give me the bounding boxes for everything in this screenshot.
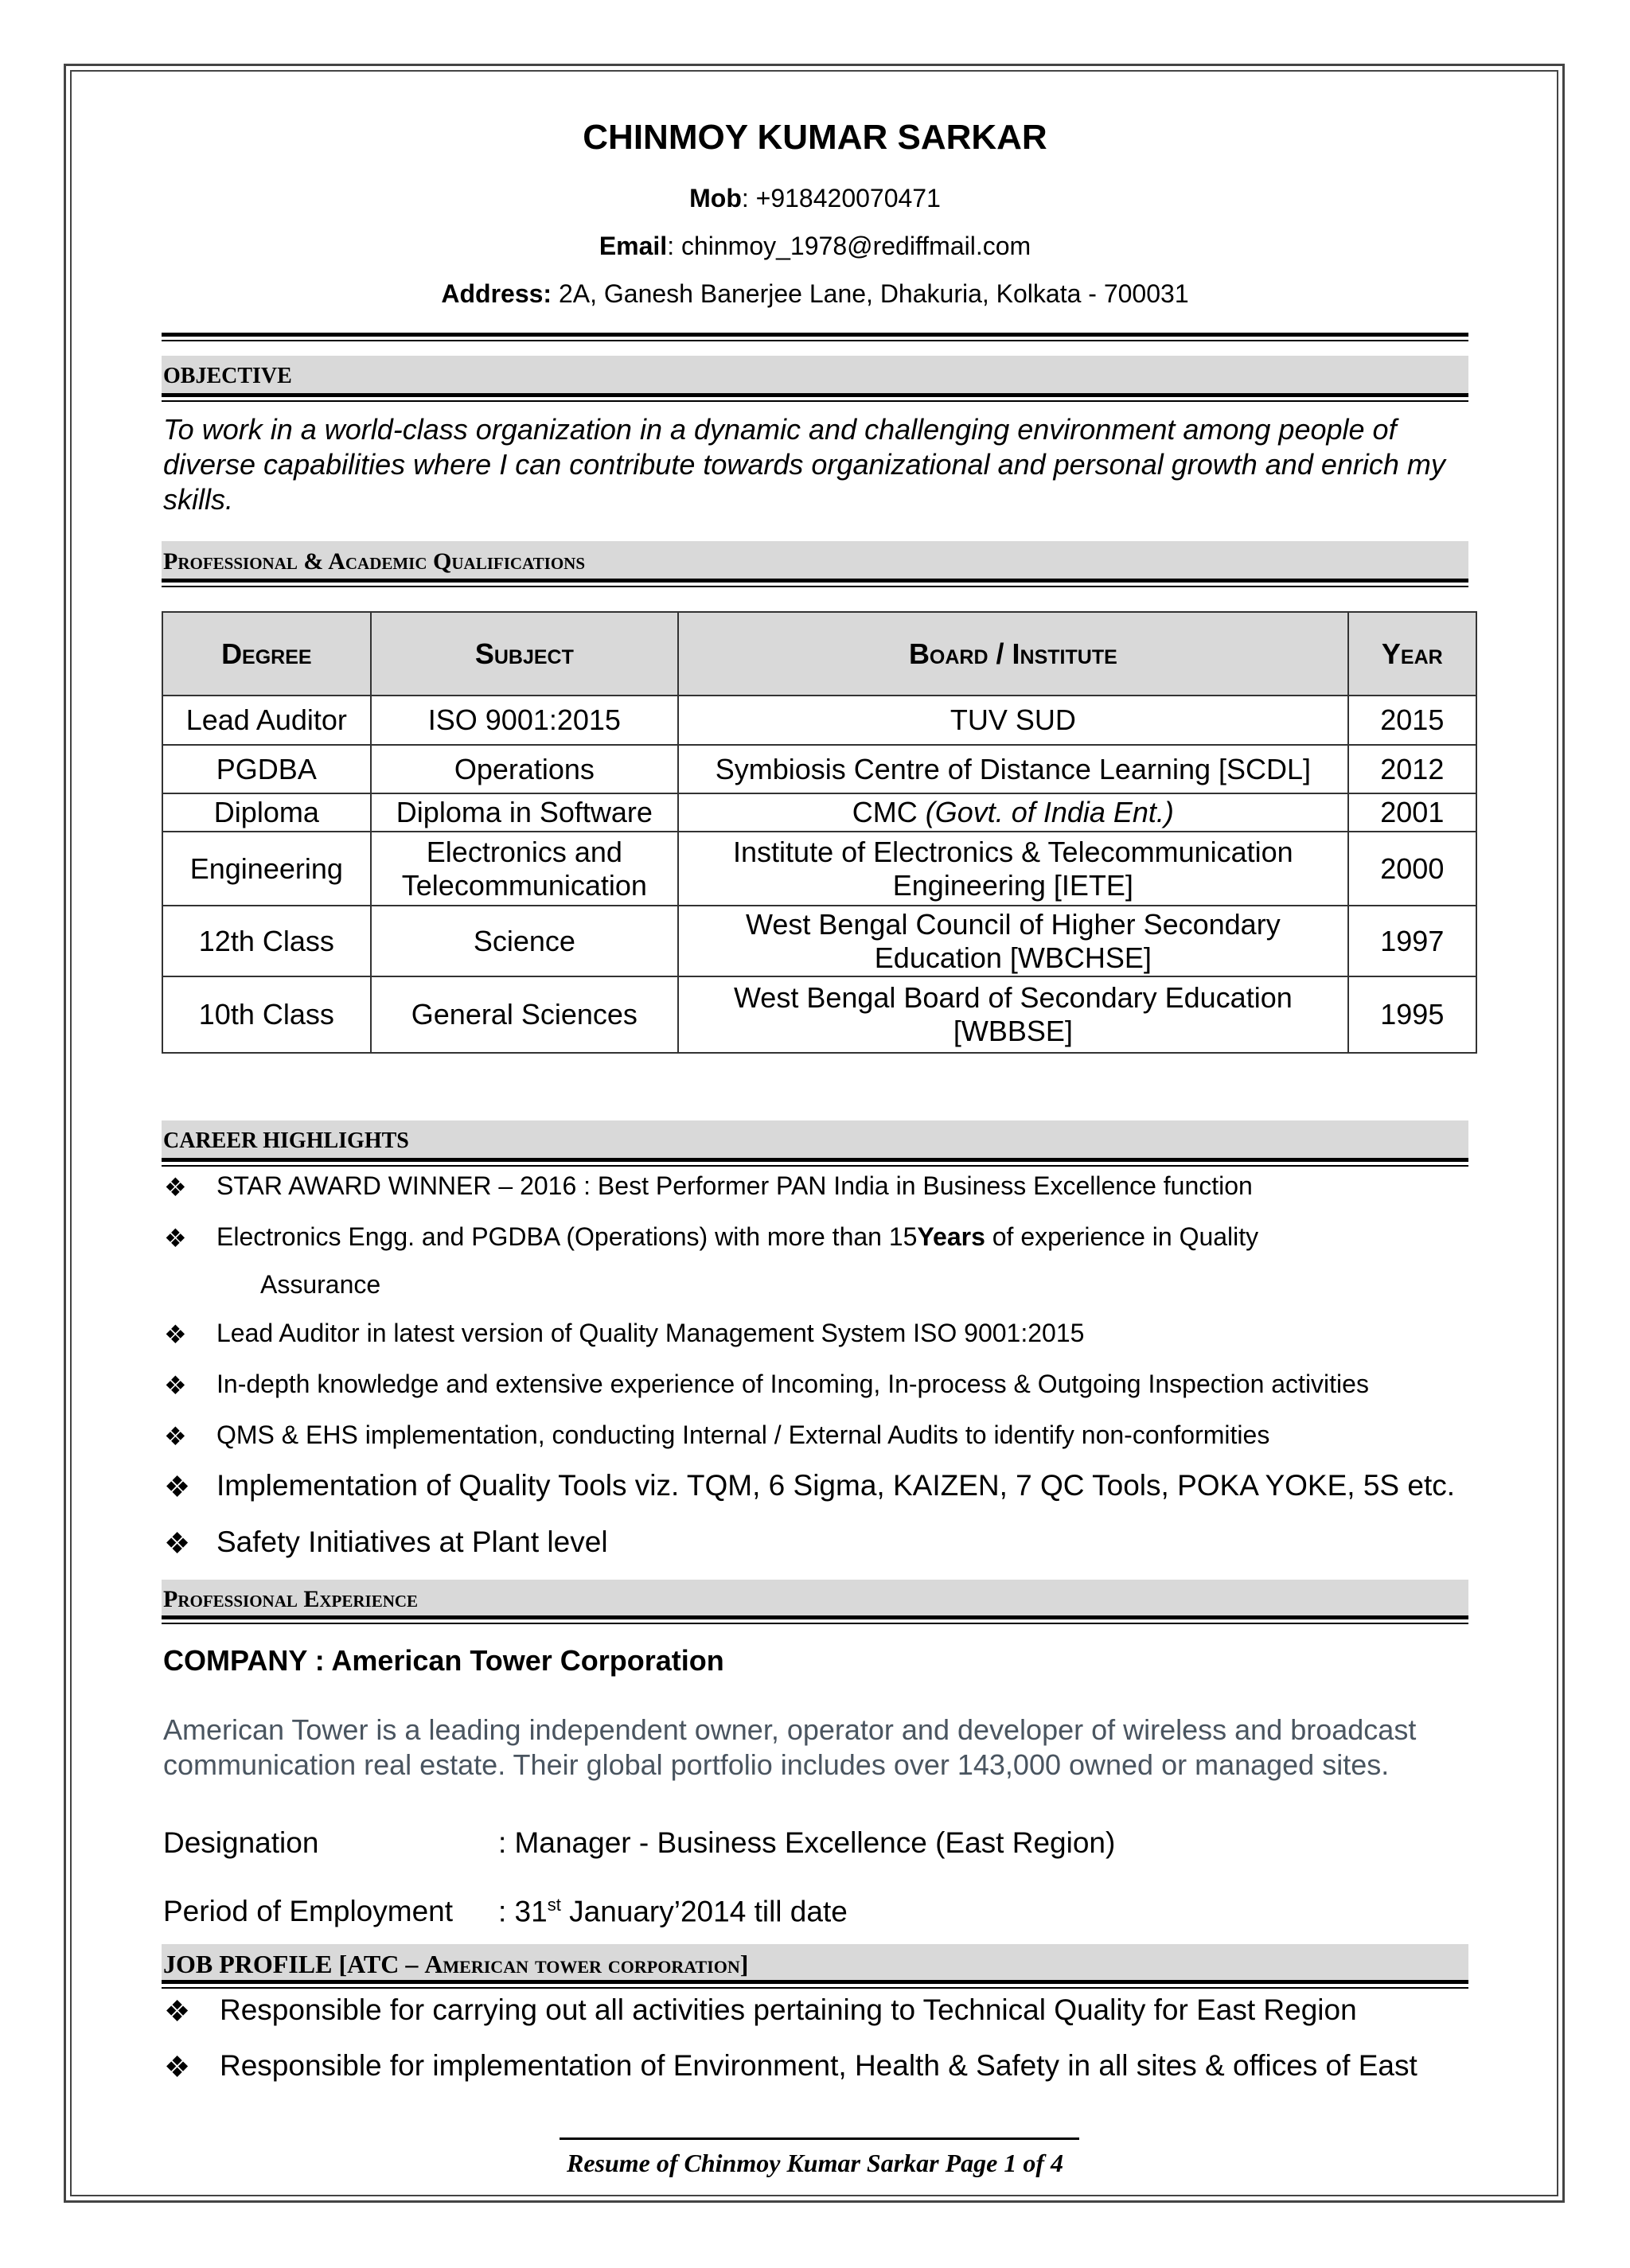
header-divider <box>162 333 1468 341</box>
table-header-row <box>162 612 1476 696</box>
table-row <box>162 793 1476 832</box>
email-line <box>0 232 1630 261</box>
designation-label: Designation <box>163 1826 319 1859</box>
career-heading: CAREER HIGHLIGHTS <box>162 1120 1468 1159</box>
col-year: Year <box>1348 612 1476 696</box>
table-row <box>162 832 1476 906</box>
bullet-icon: ❖ <box>164 1371 187 1400</box>
experience-divider <box>162 1615 1468 1624</box>
cell-subject: ISO 9001:2015 <box>371 696 678 745</box>
career-item-3: Lead Auditor in latest version of Quality Management System ISO 9001:2015 <box>216 1319 1085 1347</box>
email-value: : chinmoy_1978@rediffmail.com <box>667 232 1031 260</box>
cell-year: 2012 <box>1348 745 1476 793</box>
job-item-2: Responsible for implementation of Environment, Health & Safety in all sites & offices of East <box>220 2049 1417 2082</box>
cell-year: 1997 <box>1348 906 1476 976</box>
career-item-4: In-depth knowledge and extensive experience of Incoming, In-process & Outgoing Inspection activities <box>216 1370 1369 1398</box>
cell-subject: General Sciences <box>371 976 678 1053</box>
qualifications-divider <box>162 579 1468 587</box>
cell-board: Symbiosis Centre of Distance Learning [SCDL] <box>678 745 1348 793</box>
cell-degree: 12th Class <box>162 906 371 976</box>
cell-degree: Lead Auditor <box>162 696 371 745</box>
job-item-1: Responsible for carrying out all activities pertaining to Technical Quality for East Region <box>220 1993 1357 2026</box>
company-name: COMPANY : American Tower Corporation <box>163 1644 724 1677</box>
mobile-label: Mob <box>689 184 742 212</box>
career-item-2 <box>216 1222 1258 1252</box>
job-profile-divider <box>162 1980 1468 1989</box>
objective-text: To work in a world-class organization in a dynamic and challenging environment among people of diverse capabilities where I can contribute towards organizational and personal growth and enrich my skills. <box>163 413 1445 516</box>
experience-heading: Professional Experience <box>162 1580 1468 1616</box>
mobile-line <box>0 184 1630 213</box>
cell-subject: Science <box>371 906 678 976</box>
career-item-2-text: Electronics Engg. and PGDBA (Operations) with more than 15 <box>216 1222 918 1251</box>
qualifications-heading: Professional & Academic Qualifications <box>162 541 1468 579</box>
cell-degree: PGDBA <box>162 745 371 793</box>
cell-board: TUV SUD <box>678 696 1348 745</box>
email-label: Email <box>599 232 668 260</box>
table-row <box>162 745 1476 793</box>
col-degree: Degree <box>162 612 371 696</box>
career-item-2-bold: Years <box>917 1222 985 1251</box>
objective-divider <box>162 393 1468 402</box>
cell-degree: 10th Class <box>162 976 371 1053</box>
company-description: American Tower is a leading independent owner, operator and developer of wireless and broadcast communication real estate. Their global portfolio includes over 143,000 owned or managed sites. <box>163 1713 1417 1781</box>
page-footer: Resume of Chinmoy Kumar Sarkar Page 1 of 4 <box>566 2149 1064 2177</box>
cell-year: 2015 <box>1348 696 1476 745</box>
address-label: Address: <box>441 279 552 308</box>
bullet-icon: ❖ <box>164 1320 187 1349</box>
career-item-2-cont: Assurance <box>260 1270 381 1299</box>
bullet-icon: ❖ <box>164 1173 187 1202</box>
bullet-icon: ❖ <box>164 2051 191 2083</box>
cell-year: 2001 <box>1348 793 1476 832</box>
objective-heading: OBJECTIVE <box>162 356 1468 394</box>
address-value: 2A, Ganesh Banerjee Lane, Dhakuria, Kolkata - 700031 <box>552 279 1189 308</box>
bullet-icon: ❖ <box>164 1422 187 1451</box>
board-name: CMC <box>852 796 926 828</box>
career-item-1: STAR AWARD WINNER – 2016 : Best Performer PAN India in Business Excellence function <box>216 1171 1253 1200</box>
cell-subject: Electronics and Telecommunication <box>371 832 678 906</box>
period-value <box>498 1895 848 1928</box>
cell-degree: Diploma <box>162 793 371 832</box>
col-subject: Subject <box>371 612 678 696</box>
candidate-name: CHINMOY KUMAR SARKAR <box>583 118 1047 157</box>
period-label: Period of Employment <box>163 1895 454 1927</box>
job-profile-heading <box>162 1944 1468 1981</box>
cell-subject: Diploma in Software <box>371 793 678 832</box>
footer-divider <box>560 2137 1079 2140</box>
period-suffix: January’2014 till date <box>560 1895 848 1928</box>
col-board: Board / Institute <box>678 612 1348 696</box>
cell-degree: Engineering <box>162 832 371 906</box>
bullet-icon: ❖ <box>164 1471 191 1503</box>
cell-year: 1995 <box>1348 976 1476 1053</box>
period-sup: st <box>547 1895 561 1915</box>
mobile-value: : +918420070471 <box>741 184 941 212</box>
table-row <box>162 976 1476 1053</box>
job-profile-heading-c: ] <box>739 1950 749 1978</box>
career-item-6: Implementation of Quality Tools viz. TQM, 6 Sigma, KAIZEN, 7 QC Tools, POKA YOKE, 5S etc. <box>216 1469 1456 1502</box>
address-line <box>0 279 1630 309</box>
qualifications-table <box>162 611 1477 1054</box>
job-profile-heading-b: American tower corporation <box>424 1950 740 1978</box>
cell-board: Institute of Electronics & Telecommunication Engineering [IETE] <box>678 832 1348 906</box>
table-row <box>162 696 1476 745</box>
cell-subject: Operations <box>371 745 678 793</box>
cell-board <box>678 793 1348 832</box>
bullet-icon: ❖ <box>164 1224 187 1253</box>
bullet-icon: ❖ <box>164 1995 191 2028</box>
career-item-7: Safety Initiatives at Plant level <box>216 1526 608 1558</box>
board-note: (Govt. of India Ent.) <box>925 796 1174 828</box>
career-item-2-rest: of experience in Quality <box>985 1222 1259 1251</box>
job-profile-heading-a: JOB PROFILE [ATC – <box>163 1950 425 1978</box>
cell-board: West Bengal Council of Higher Secondary Education [WBCHSE] <box>678 906 1348 976</box>
designation-value: : Manager - Business Excellence (East Region) <box>498 1826 1116 1859</box>
bullet-icon: ❖ <box>164 1527 191 1560</box>
cell-year: 2000 <box>1348 832 1476 906</box>
career-item-5: QMS & EHS implementation, conducting Internal / External Audits to identify non-conformities <box>216 1420 1270 1449</box>
table-row <box>162 906 1476 976</box>
cell-board: West Bengal Board of Secondary Education [WBBSE] <box>678 976 1348 1053</box>
career-divider <box>162 1158 1468 1167</box>
period-prefix: : 31 <box>498 1895 548 1928</box>
